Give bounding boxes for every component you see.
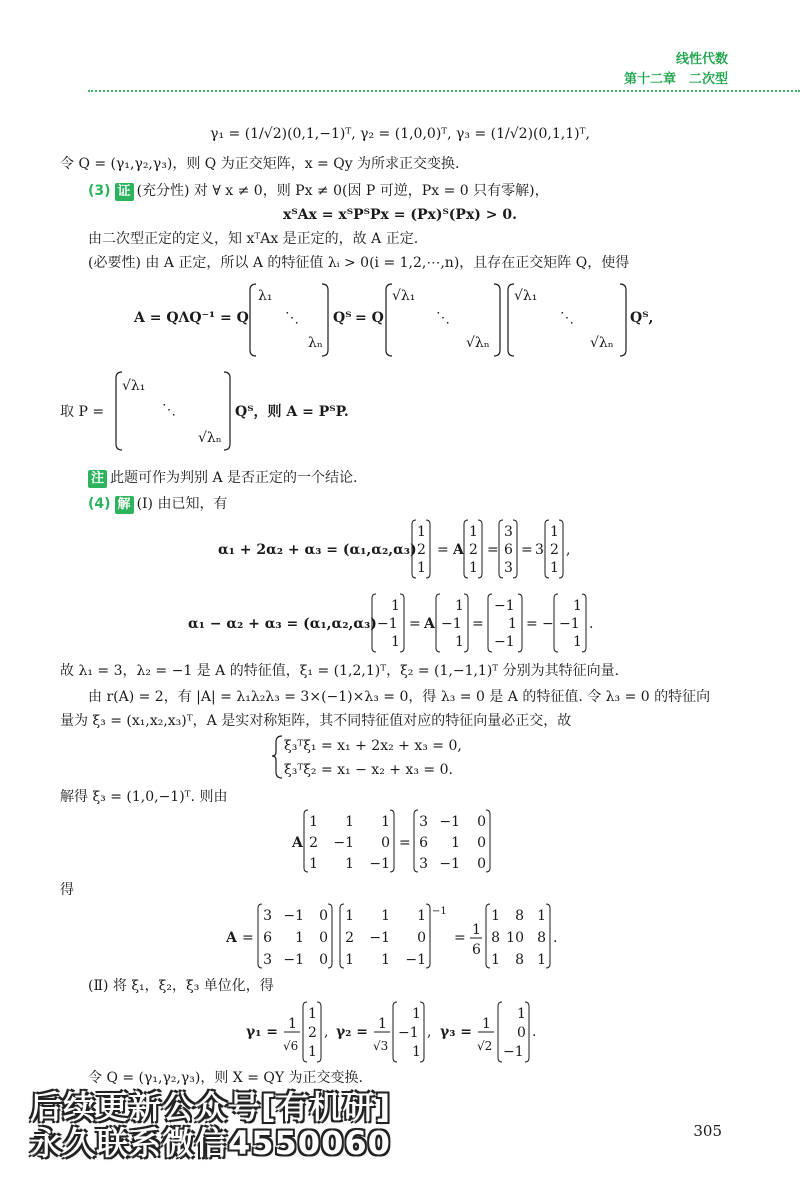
sqrt-2: √2 (477, 1039, 493, 1053)
p-definition-equation (0, 364, 800, 460)
frac-num: 1 (482, 1016, 491, 1032)
matrix-entry: −1 (439, 814, 460, 830)
vec-entry: 2 (308, 1025, 317, 1041)
matrix-equation-2 (0, 898, 800, 974)
matrix-entry: 0 (477, 835, 486, 851)
vec-entry: −1 (494, 598, 515, 614)
matrix-entry: −1 (439, 856, 460, 872)
matrix-a: A (226, 930, 237, 946)
vec-entry: 1 (469, 560, 478, 576)
sqrt-6: √6 (283, 1039, 299, 1053)
positive-definite-equation: xᵀAx = xᵀPᵀPx = (Px)ᵀ(Px) > 0. (282, 207, 518, 223)
gamma-1-label: γ₁ = (246, 1024, 278, 1040)
matrix-entry: 1 (537, 952, 546, 968)
matrix-entry: 8 (537, 930, 546, 946)
matrix-entry: 1 (345, 814, 354, 830)
system-eq-2: ξ₃ᵀξ₂ = x₁ − x₂ + x₃ = 0. (284, 762, 453, 778)
matrix-entry: 1 (381, 952, 390, 968)
eq-sign: = (409, 616, 421, 632)
matrix-entry: 1 (345, 952, 354, 968)
frac-num: 1 (288, 1016, 297, 1032)
comma: , (427, 1024, 432, 1040)
matrix-entry: 8 (515, 908, 524, 924)
sqrt-lambda-n: √λₙ (590, 335, 614, 351)
matrix-entry: −1 (369, 930, 390, 946)
comma: , (324, 1024, 329, 1040)
solution-tag: 解 (115, 496, 134, 514)
sqrt-lambda-1: √λ₁ (122, 378, 146, 394)
matrix-entry: 0 (319, 930, 328, 946)
part4-number: (4) (88, 496, 111, 512)
vec-m1-b (436, 594, 468, 652)
vec-entry: 3 (504, 524, 513, 540)
vec-entry: −1 (441, 616, 462, 632)
part4-text: (Ⅰ) 由已知，有 (136, 496, 228, 512)
matrix-entry: 3 (263, 908, 272, 924)
vec-entry: 1 (517, 1006, 526, 1022)
vec-u2 (393, 1002, 424, 1062)
part3-text: (充分性) 对 ∀ x ≠ 0，则 Px ≠ 0(因 P 可逆，Px = 0 只有零解)， (136, 183, 549, 199)
eq-sign: = (399, 835, 411, 851)
matrix-m2b (258, 904, 332, 968)
vec-entry: 1 (550, 560, 559, 576)
vec-entry: 1 (412, 1044, 421, 1060)
vec-entry: 1 (455, 634, 464, 650)
vec-entry: 1 (508, 616, 517, 632)
vec-entry: 0 (517, 1025, 526, 1041)
matrix-m1 (304, 810, 394, 872)
matrix-entry: 10 (506, 930, 524, 946)
sqrt-3: √3 (373, 1039, 389, 1053)
take-p-prefix: 取 P = (60, 404, 105, 420)
final-transform-line: 令 Q = (γ₁,γ₂,γ₃)，则 X = QY 为正交变换. (88, 1070, 363, 1086)
rank-line-1: 由 r(A) = 2，有 |A| = λ₁λ₂λ₃ = 3×(−1)×λ₃ = 0，得 λ₃ = 0 是 A 的特征值. 令 λ₃ = 0 的特征向 (88, 689, 711, 705)
matrix-entry: 8 (491, 930, 500, 946)
frac-num: 1 (472, 922, 481, 938)
matrix-entry: 8 (515, 952, 524, 968)
matrix-entry: 1 (451, 835, 460, 851)
period: . (589, 616, 594, 632)
matrix-entry: 1 (345, 908, 354, 924)
eigenvalue-line: 故 λ₁ = 3，λ₂ = −1 是 A 的特征值，ξ₁ = (1,2,1)ᵀ，ξ₂ = (1,−1,1)ᵀ 分别为其特征向量. (60, 663, 620, 679)
comma: , (566, 542, 571, 558)
eq-sign: = (437, 542, 449, 558)
matrix-entry: 2 (309, 835, 318, 851)
matrix-entry: −1 (333, 835, 354, 851)
solution-line: 解得 ξ₃ = (1,0,−1)ᵀ. 则由 (60, 789, 228, 805)
gamma-vectors-equation (0, 996, 800, 1066)
vec-entry: 1 (391, 634, 400, 650)
bracket-right (224, 372, 230, 450)
matrix-entry: 1 (295, 930, 304, 946)
matrix-entry: 2 (345, 930, 354, 946)
period: . (553, 930, 558, 946)
eq-sign: = (487, 542, 499, 558)
diag-dots: ⋱ (162, 402, 176, 418)
vec-entry: −1 (377, 616, 398, 632)
vec-entry: 2 (417, 542, 426, 558)
vec-entry: 3 (504, 560, 513, 576)
matrix-entry: 1 (491, 952, 500, 968)
matrix-m2 (414, 810, 490, 872)
vec-entry: −1 (559, 616, 580, 632)
matrix-a: A (292, 835, 303, 851)
matrix-entry: 1 (491, 908, 500, 924)
de-word: 得 (60, 882, 74, 898)
diag-dots: ⋱ (285, 310, 299, 326)
header-divider (88, 90, 800, 92)
vec-entry: 1 (455, 598, 464, 614)
minus-sign: − (542, 616, 554, 632)
eq-sign: = (472, 616, 484, 632)
vec-entry: 1 (308, 1006, 317, 1022)
gamma-definitions: γ₁ = (1/√2)(0,1,−1)ᵀ, γ₂ = (1,0,0)ᵀ, γ₃ = (1/√2)(0,1,1)ᵀ, (210, 126, 590, 142)
eq-sign: = (454, 930, 466, 946)
necessity-line: (必要性) 由 A 正定，所以 A 的特征值 λᵢ > 0(i = 1,2,⋯,n)，且存在正交矩阵 Q，使得 (88, 255, 630, 271)
matrix-entry: −1 (405, 952, 426, 968)
period: . (532, 1024, 537, 1040)
matrix-entry: 0 (319, 952, 328, 968)
vec-entry: 1 (412, 1006, 421, 1022)
diag-dots: ⋱ (560, 310, 574, 326)
vec-entry: −1 (398, 1025, 419, 1041)
page-number: 305 (693, 1122, 722, 1140)
orthogonal-transform-line: 令 Q = (γ₁,γ₂,γ₃)，则 Q 为正交矩阵，x = Qy 为所求正交变换. (60, 156, 460, 172)
rank-line-2: 量为 ξ₃ = (x₁,x₂,x₃)ᵀ，A 是实对称矩阵，其不同特征值对应的特征向量必正交，故 (60, 713, 572, 729)
eq-sign: = (521, 542, 533, 558)
vec-entry: −1 (494, 634, 515, 650)
matrix-entry: 0 (477, 856, 486, 872)
sqrt-lambda-n: √λₙ (198, 430, 222, 446)
vec-m1-a (372, 594, 404, 652)
sqrt-lambda-1: √λ₁ (514, 288, 538, 304)
row1-lhs: α₁ + 2α₂ + α₃ = (α₁,α₂,α₃) (218, 542, 417, 558)
note-tag: 注 (88, 470, 107, 488)
vec-entry: 2 (550, 542, 559, 558)
matrix-entry: 1 (345, 856, 354, 872)
vec-entry: 2 (469, 542, 478, 558)
vec-121-c (545, 520, 563, 578)
bracket-right (620, 284, 626, 356)
diagonal-decomposition-equation (0, 272, 800, 368)
vec-121-b (464, 520, 482, 578)
vec-u1 (303, 1002, 321, 1062)
alpha-sum-equation-2 (0, 588, 800, 658)
diag-dots: ⋱ (436, 310, 450, 326)
matrix-entry: 1 (309, 814, 318, 830)
frac-den: 6 (472, 942, 481, 958)
vec-m1-c (554, 594, 586, 652)
note-line (88, 468, 357, 488)
header-book-title: 线性代数 (675, 52, 728, 67)
vec-363 (499, 520, 517, 578)
matrix-entry: −1 (369, 856, 390, 872)
matrix-entry: 1 (537, 908, 546, 924)
eq-q: = Q (355, 310, 384, 326)
decomp-lhs: A = QΛQ⁻¹ = Q (134, 310, 249, 326)
matrix-entry: 1 (381, 908, 390, 924)
matrix-entry: 0 (381, 835, 390, 851)
part3-line (88, 181, 549, 201)
definition-conclusion: 由二次型正定的定义，知 xᵀAx 是正定的，故 A 正定. (88, 231, 419, 247)
note-text: 此题可作为判别 A 是否正定的一个结论. (110, 470, 358, 486)
bracket-right (494, 284, 500, 356)
system-eq-1: ξ₃ᵀξ₁ = x₁ + 2x₂ + x₃ = 0, (284, 738, 462, 754)
matrix-entry: 1 (381, 814, 390, 830)
matrix-a: A (453, 542, 464, 558)
vec-entry: 1 (550, 524, 559, 540)
inverse-exponent: −1 (432, 906, 447, 917)
frac-num: 1 (378, 1016, 387, 1032)
gamma-3-label: γ₃ = (440, 1024, 472, 1040)
part4-line (88, 494, 227, 514)
matrix-entry: −1 (283, 952, 304, 968)
matrix-m1b (340, 904, 430, 968)
part3-number: (3) (88, 183, 111, 199)
vec-u3 (498, 1002, 529, 1062)
vec-entry: 1 (573, 634, 582, 650)
matrix-entry: 3 (419, 856, 428, 872)
matrix-entry: −1 (283, 908, 304, 924)
matrix-m3 (486, 904, 550, 968)
matrix-entry: 6 (419, 835, 428, 851)
sqrt-lambda-1: √λ₁ (392, 288, 416, 304)
alpha-sum-equation-1 (0, 514, 800, 584)
scalar-3: 3 (535, 542, 544, 558)
vec-entry: 1 (469, 524, 478, 540)
unitize-line: (Ⅱ) 将 ξ₁，ξ₂，ξ₃ 单位化，得 (88, 978, 274, 994)
vec-entry: 1 (308, 1044, 317, 1060)
matrix-entry: 0 (319, 908, 328, 924)
lambda-n: λₙ (308, 335, 323, 351)
matrix-entry: 3 (419, 814, 428, 830)
lambda-1: λ₁ (258, 288, 273, 304)
matrix-equation-1 (0, 806, 800, 876)
eq-sign: = (242, 930, 254, 946)
vec-entry: 6 (504, 542, 513, 558)
eq-sign: = (526, 616, 538, 632)
matrix-entry: 0 (477, 814, 486, 830)
proof-tag: 证 (115, 183, 134, 201)
qt-end: Qᵀ, (630, 310, 654, 326)
matrix-entry: 6 (263, 930, 272, 946)
gamma-2-label: γ₂ = (336, 1024, 368, 1040)
bracket-left (250, 284, 256, 356)
vec-m2 (488, 594, 522, 652)
matrix-entry: 0 (417, 930, 426, 946)
vec-entry: 1 (417, 560, 426, 576)
matrix-entry: 1 (417, 908, 426, 924)
matrix-a: A (424, 616, 435, 632)
vec-entry: 1 (573, 598, 582, 614)
vec-entry: 1 (391, 598, 400, 614)
watermark-line-1: 后续更新公众号[有机研] (30, 1088, 392, 1126)
row2-lhs: α₁ − α₂ + α₃ = (α₁,α₂,α₃) (188, 616, 377, 632)
sqrt-lambda-n: √λₙ (466, 335, 490, 351)
matrix-entry: 1 (309, 856, 318, 872)
header-chapter-title: 第十二章 二次型 (623, 72, 728, 87)
vec-entry: 1 (417, 524, 426, 540)
take-p-suffix: Qᵀ，则 A = PᵀP. (235, 404, 349, 420)
matrix-entry: 3 (263, 952, 272, 968)
watermark-line-2: 永久联系微信4550060 (30, 1124, 391, 1162)
vec-entry: −1 (503, 1044, 524, 1060)
qt-1: Qᵀ (333, 310, 352, 326)
